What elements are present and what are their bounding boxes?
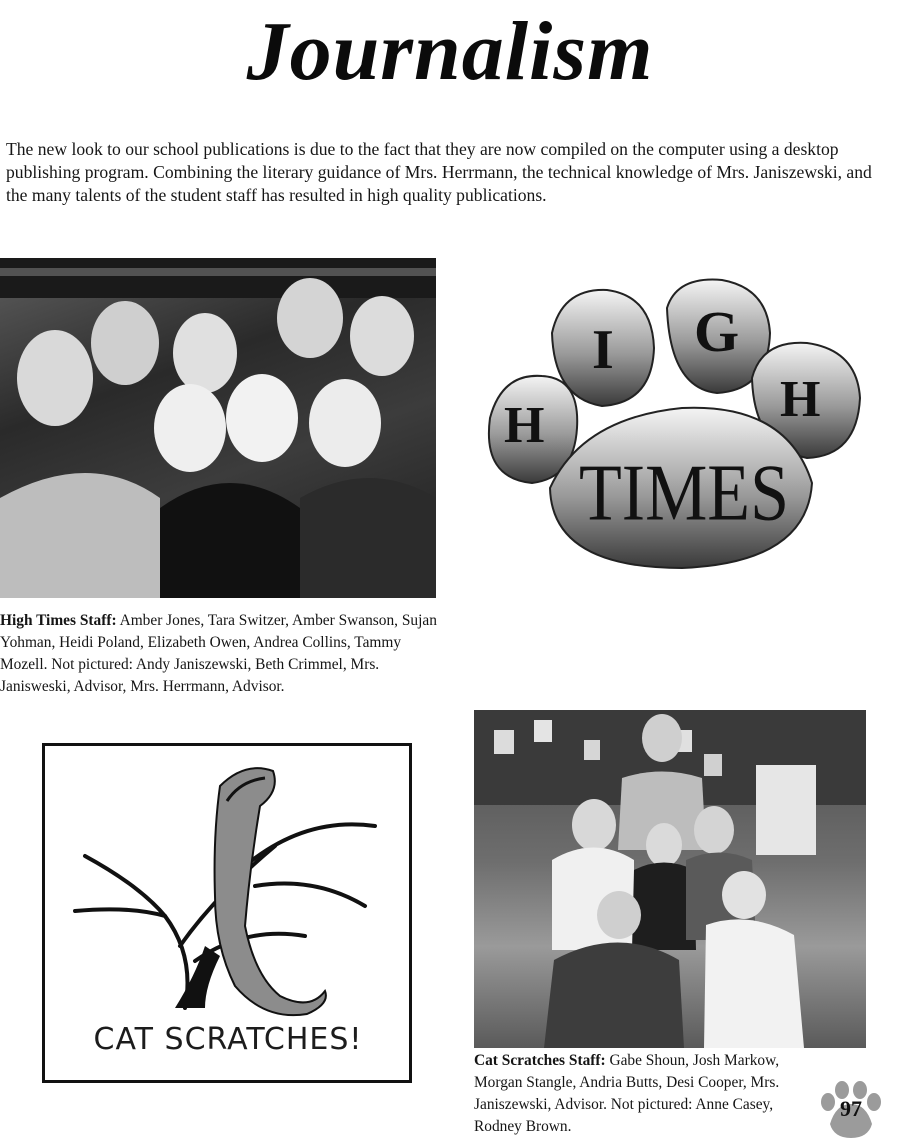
- cat-scratches-logo-text: CAT SCRATCHES!: [93, 1022, 363, 1057]
- page-number: 97: [840, 1096, 862, 1121]
- high-times-caption: [0, 610, 442, 698]
- high-times-caption-text: Amber Jones, Tara Switzer, Amber Swanson, Sujan Yohman, Heidi Poland, Elizabeth Owen, Andrea Collins, Tammy Mozell. Not pictured: Andy Janiszewski, Beth Crimmel, Mrs. Janisweski, Advisor, Mrs. Herrmann, Advisor.: [0, 612, 437, 695]
- cat-scratches-staff-photo: [474, 710, 866, 1048]
- intro-paragraph: The new look to our school publications is due to the fact that they are now compiled on the computer using a desktop publishing program. Combining the literary guidance of Mrs. Herrmann, the technical knowledge of Mrs. Janiszewski, and the many talents of the student staff has resulted in high quality publications.: [6, 139, 872, 205]
- cat-scratches-caption-text: Gabe Shoun, Josh Markow, Morgan Stangle, Andria Butts, Desi Cooper, Mrs. Janiszewski, Advisor. Not pictured: Anne Casey, Rodney Brown.: [474, 1052, 780, 1135]
- page-title: Journalism: [246, 5, 654, 98]
- logo-word-times: TIMES: [579, 449, 789, 538]
- high-times-staff-photo: [0, 258, 436, 598]
- logo-letter-h2: H: [780, 371, 821, 428]
- logo-letter-g: G: [694, 299, 740, 364]
- logo-letter-h1: H: [504, 397, 545, 454]
- logo-letter-i: I: [592, 319, 614, 381]
- high-times-caption-label: High Times Staff:: [0, 612, 117, 629]
- cat-scratches-caption: [474, 1050, 820, 1138]
- high-times-logo: [462, 278, 882, 578]
- cat-scratches-caption-label: Cat Scratches Staff:: [474, 1052, 606, 1069]
